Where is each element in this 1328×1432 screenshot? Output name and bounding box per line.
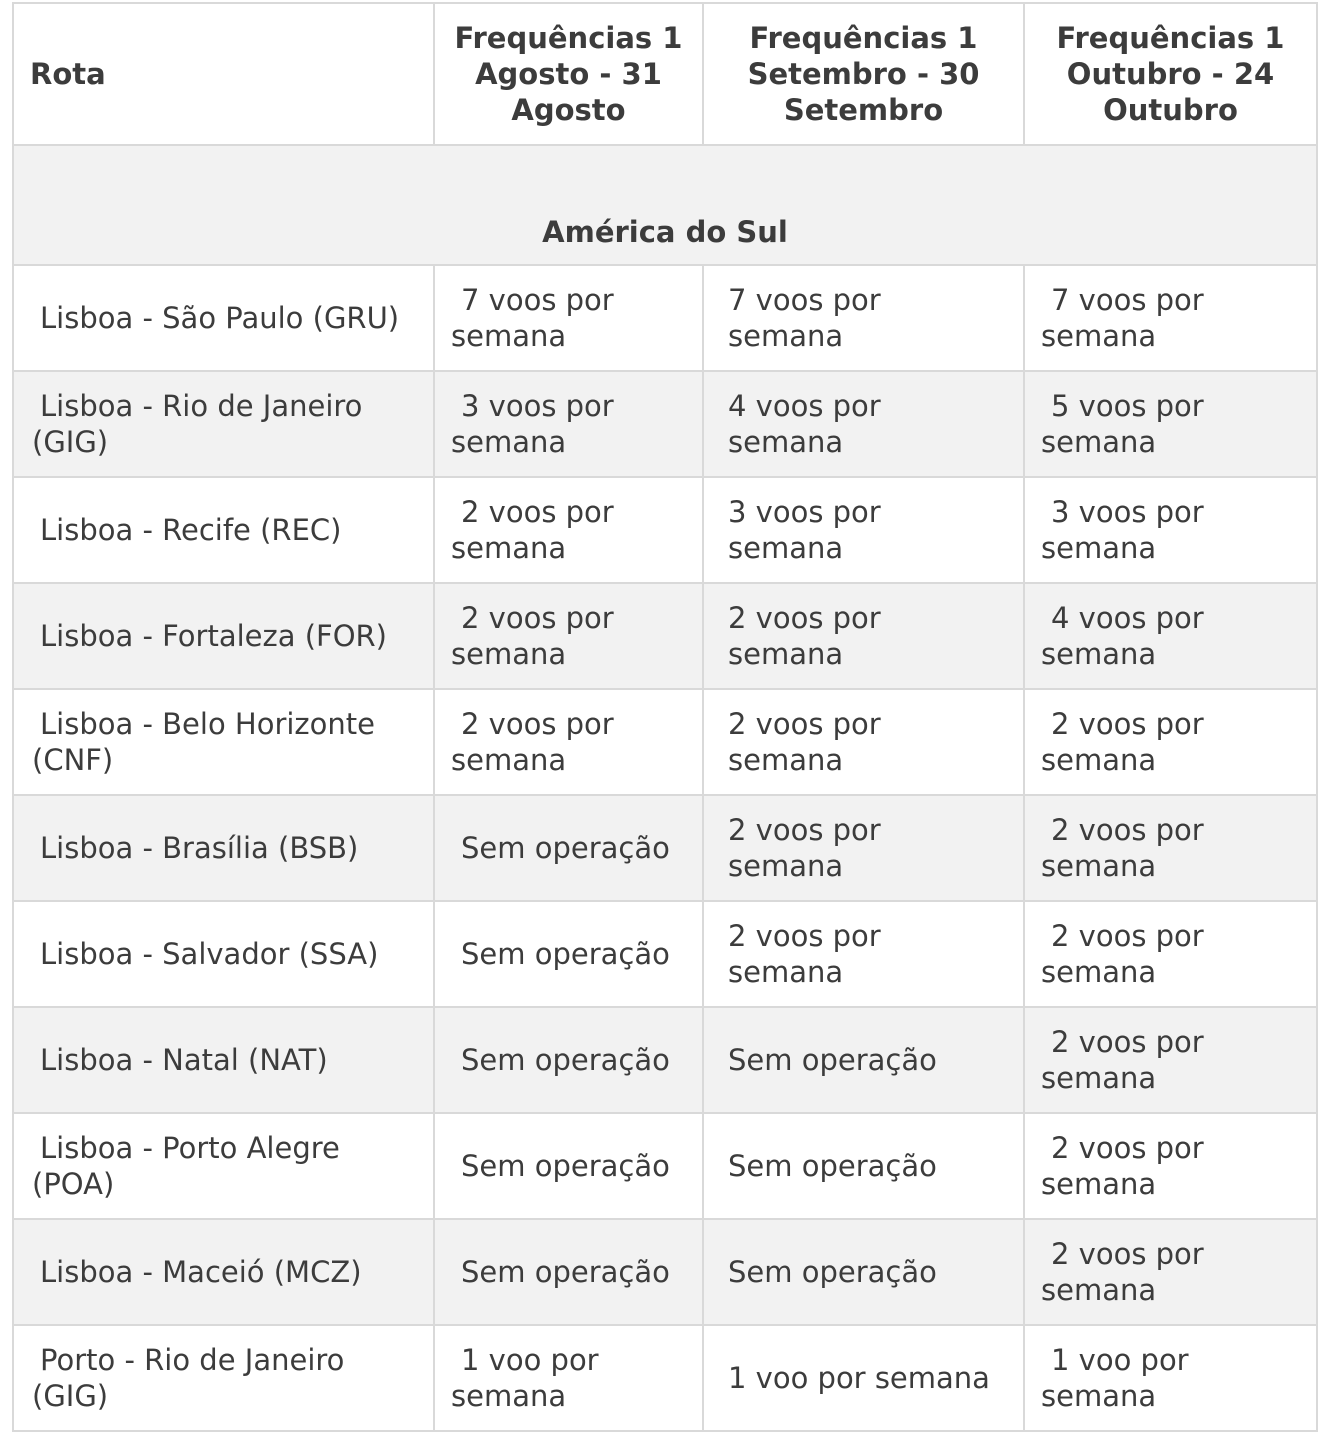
route-cell: Lisboa - Porto Alegre (POA): [13, 1113, 434, 1219]
august-cell: 2 voos por semana: [434, 477, 703, 583]
september-cell: Sem operação: [703, 1007, 1024, 1113]
route-cell: Lisboa - Brasília (BSB): [13, 795, 434, 901]
table-row: [13, 265, 1317, 371]
august-cell: Sem operação: [434, 1007, 703, 1113]
september-cell: 1 voo por semana: [703, 1325, 1024, 1431]
header-rota: Rota: [13, 3, 434, 145]
september-cell: 2 voos por semana: [703, 583, 1024, 689]
region-row: [13, 145, 1317, 265]
header-period-september: Frequências 1 Setembro - 30 Setembro: [703, 3, 1024, 145]
august-cell: 2 voos por semana: [434, 689, 703, 795]
october-cell: 2 voos por semana: [1024, 1113, 1317, 1219]
august-cell: Sem operação: [434, 1219, 703, 1325]
table-row: [13, 371, 1317, 477]
route-cell: Lisboa - Salvador (SSA): [13, 901, 434, 1007]
august-cell: 3 voos por semana: [434, 371, 703, 477]
august-cell: Sem operação: [434, 1113, 703, 1219]
september-cell: 2 voos por semana: [703, 901, 1024, 1007]
table-row: [13, 1113, 1317, 1219]
october-cell: 2 voos por semana: [1024, 689, 1317, 795]
august-cell: 7 voos por semana: [434, 265, 703, 371]
table-row: [13, 689, 1317, 795]
october-cell: 7 voos por semana: [1024, 265, 1317, 371]
header-period-october: Frequências 1 Outubro - 24 Outubro: [1024, 3, 1317, 145]
route-cell: Lisboa - Natal (NAT): [13, 1007, 434, 1113]
october-cell: 2 voos por semana: [1024, 1219, 1317, 1325]
route-cell: Porto - Rio de Janeiro (GIG): [13, 1325, 434, 1431]
region-label: América do Sul: [13, 145, 1317, 265]
september-cell: 2 voos por semana: [703, 795, 1024, 901]
august-cell: Sem operação: [434, 901, 703, 1007]
table-row: [13, 901, 1317, 1007]
october-cell: 1 voo por semana: [1024, 1325, 1317, 1431]
table-header-row: [13, 3, 1317, 145]
route-cell: Lisboa - Belo Horizonte (CNF): [13, 689, 434, 795]
table-row: [13, 795, 1317, 901]
route-cell: Lisboa - Fortaleza (FOR): [13, 583, 434, 689]
route-cell: Lisboa - Recife (REC): [13, 477, 434, 583]
table-row: [13, 583, 1317, 689]
route-cell: Lisboa - São Paulo (GRU): [13, 265, 434, 371]
table-row: [13, 1219, 1317, 1325]
october-cell: 5 voos por semana: [1024, 371, 1317, 477]
table-row: [13, 1007, 1317, 1113]
september-cell: 7 voos por semana: [703, 265, 1024, 371]
october-cell: 2 voos por semana: [1024, 901, 1317, 1007]
september-cell: 3 voos por semana: [703, 477, 1024, 583]
header-period-august: Frequências 1 Agosto - 31 Agosto: [434, 3, 703, 145]
august-cell: Sem operação: [434, 795, 703, 901]
august-cell: 2 voos por semana: [434, 583, 703, 689]
september-cell: 4 voos por semana: [703, 371, 1024, 477]
september-cell: 2 voos por semana: [703, 689, 1024, 795]
september-cell: Sem operação: [703, 1113, 1024, 1219]
august-cell: 1 voo por semana: [434, 1325, 703, 1431]
frequencies-table: [12, 2, 1318, 1432]
october-cell: 2 voos por semana: [1024, 1007, 1317, 1113]
october-cell: 3 voos por semana: [1024, 477, 1317, 583]
route-cell: Lisboa - Maceió (MCZ): [13, 1219, 434, 1325]
table-row: [13, 1325, 1317, 1431]
october-cell: 4 voos por semana: [1024, 583, 1317, 689]
route-cell: Lisboa - Rio de Janeiro (GIG): [13, 371, 434, 477]
table-row: [13, 477, 1317, 583]
september-cell: Sem operação: [703, 1219, 1024, 1325]
october-cell: 2 voos por semana: [1024, 795, 1317, 901]
